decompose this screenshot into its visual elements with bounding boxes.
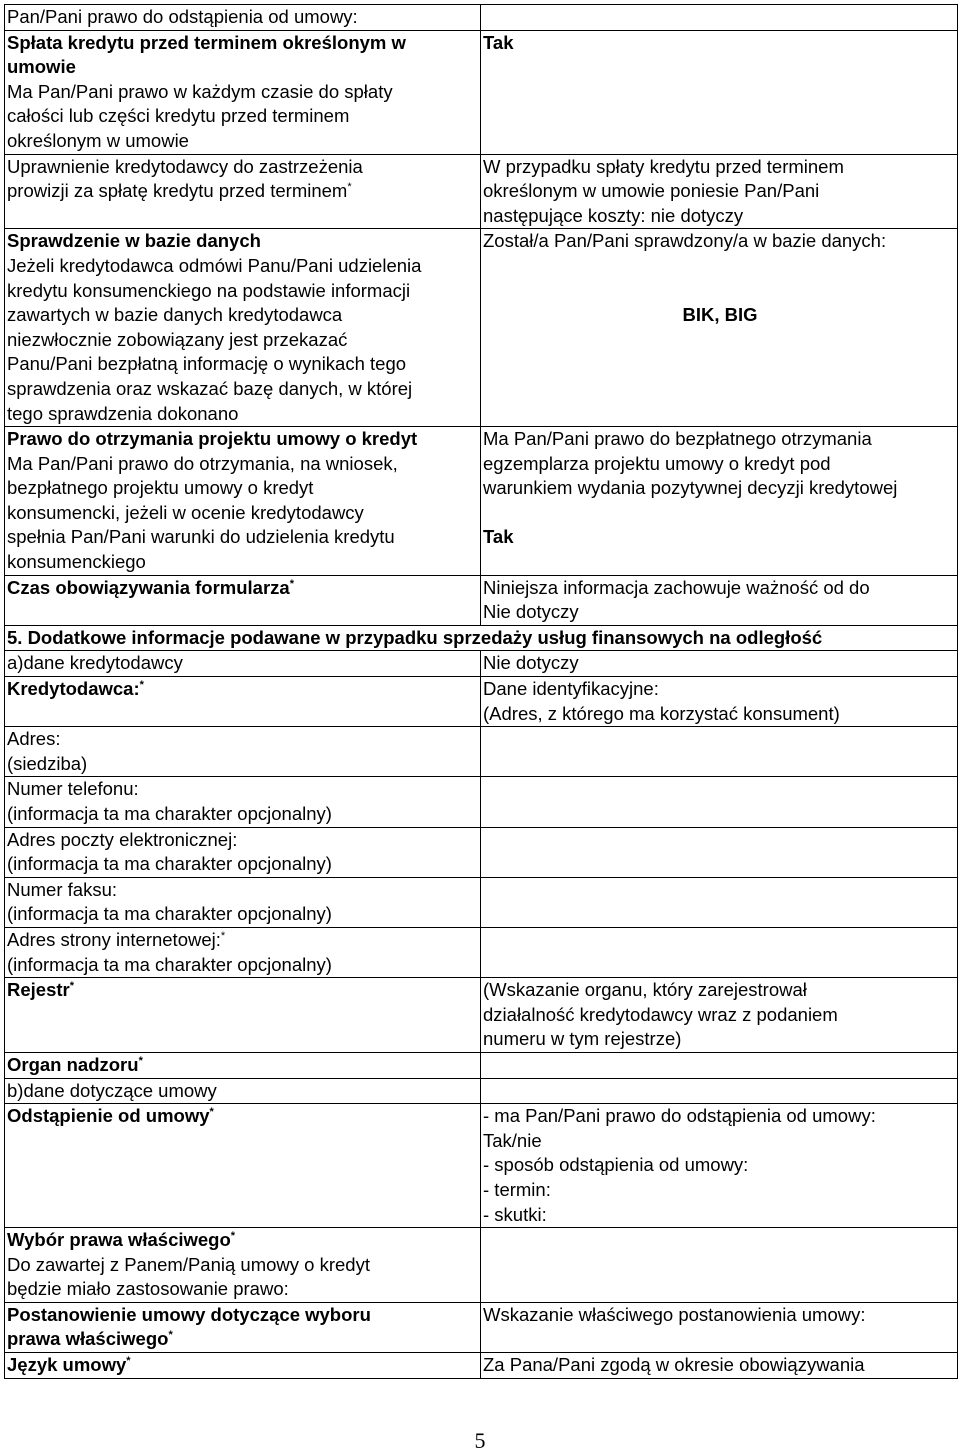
cell-left	[5, 1104, 481, 1228]
early-repayment-answer: Tak	[483, 31, 514, 53]
row-contract-language	[5, 1353, 958, 1379]
footnote-asterisk: *	[139, 678, 144, 691]
cell-right: (Wskazanie organu, który zarejestrował działalność kredytodawcy wraz z podaniem numeru w tym rejestrze)	[481, 978, 958, 1053]
footnote-asterisk: *	[126, 1354, 131, 1367]
draft-agreement-title: Prawo do otrzymania projektu umowy o kredyt	[7, 428, 418, 450]
cell-left: Numer telefonu: (informacja ta ma charakter opcjonalny)	[5, 777, 481, 827]
cell-left: a)dane kredytodawcy	[5, 651, 481, 677]
cell-right: - ma Pan/Pani prawo do odstąpienia od umowy: Tak/nie - sposób odstąpienia od umowy: - termin: - skutki:	[481, 1104, 958, 1228]
row-section-5-heading	[5, 625, 958, 651]
choice-of-law-title: Wybór prawa właściwego	[7, 1229, 231, 1251]
row-choice-of-law	[5, 1228, 958, 1303]
cell-left	[5, 677, 481, 727]
draft-agreement-answer: Tak	[483, 525, 514, 547]
row-supervisory-authority	[5, 1052, 958, 1078]
cell-right	[481, 30, 958, 154]
cell-right-empty	[481, 727, 958, 777]
supervisory-authority-title: Organ nadzoru	[7, 1053, 139, 1075]
cell-left: Postanowienie umowy dotyczące wyboru prawa właściwego*	[5, 1302, 481, 1352]
cell-left	[5, 1052, 481, 1078]
footnote-asterisk: *	[209, 1105, 214, 1118]
cell-left: Adres: (siedziba)	[5, 727, 481, 777]
cell-right-empty	[481, 1078, 958, 1104]
cell-left	[5, 978, 481, 1053]
database-check-title: Sprawdzenie w bazie danych	[7, 230, 261, 252]
cell-left: Wybór prawa właściwego* Do zawartej z Panem/Panią umowy o kredyt będzie miało zastosowanie prawo:	[5, 1228, 481, 1303]
cell-left: Sprawdzenie w bazie danych Jeżeli kredytodawca odmówi Panu/Pani udzielenia kredytu konsumenckiego na podstawie informacji zawartych w bazie danych kredytodawca niezwłocznie zobowiązany jest przekazać Panu/Pani bezpłatną informację o wynikach tego sprawdzenia oraz wskazać bazę danych, w której tego sprawdzenia dokonano	[5, 229, 481, 427]
row-withdrawal-right-header	[5, 5, 958, 31]
cell-right: W przypadku spłaty kredytu przed terminem określonym w umowie poniesie Pan/Pani następujące koszty: nie dotyczy	[481, 154, 958, 229]
cell-left: Pan/Pani prawo do odstąpienia od umowy:	[5, 5, 481, 31]
row-draft-agreement	[5, 427, 958, 576]
choice-of-law-clause-title: Postanowienie umowy dotyczące wyboru	[7, 1303, 371, 1325]
footnote-asterisk: *	[230, 1229, 236, 1242]
cell-right: Niniejsza informacja zachowuje ważność od do Nie dotyczy	[481, 575, 958, 625]
footnote-asterisk: *	[69, 980, 75, 992]
cell-right: Ma Pan/Pani prawo do bezpłatnego otrzymania egzemplarza projektu umowy o kredyt pod warunkiem wydania pozytywnej decyzji kredytowej Tak	[481, 427, 958, 576]
cell-right-empty	[481, 777, 958, 827]
cell-right: Za Pana/Pani zgodą w okresie obowiązywania	[481, 1353, 958, 1379]
cell-left: Uprawnienie kredytodawcy do zastrzeżenia prowizji za spłatę kredytu przed terminem*	[5, 154, 481, 229]
row-withdrawal	[5, 1104, 958, 1228]
row-fax	[5, 877, 958, 927]
cell-left: Adres strony internetowej:* (informacja ta ma charakter opcjonalny)	[5, 927, 481, 977]
cell-right-empty	[481, 827, 958, 877]
early-repayment-title: Spłata kredytu przed terminem określonym w	[7, 31, 406, 53]
row-agreement-data	[5, 1078, 958, 1104]
footnote-asterisk: *	[168, 1329, 173, 1342]
cell-right: Nie dotyczy	[481, 651, 958, 677]
row-phone	[5, 777, 958, 827]
page-number: 5	[474, 1428, 486, 1453]
section-5-heading: 5. Dodatkowe informacje podawane w przypadku sprzedaży usług finansowych na odległość	[5, 625, 958, 651]
row-form-validity	[5, 575, 958, 625]
row-address	[5, 727, 958, 777]
cell-left: Spłata kredytu przed terminem określonym w umowie Ma Pan/Pani prawo w każdym czasie do spłaty całości lub części kredytu przed terminem określonym w umowie	[5, 30, 481, 154]
row-email	[5, 827, 958, 877]
cell-left: Adres poczty elektronicznej: (informacja ta ma charakter opcjonalny)	[5, 827, 481, 877]
footnote-asterisk: *	[220, 929, 226, 942]
cell-right-empty	[481, 927, 958, 977]
cell-right-empty	[481, 5, 958, 31]
database-names: BIK, BIG	[682, 303, 758, 325]
cell-right: Wskazanie właściwego postanowienia umowy:	[481, 1302, 958, 1352]
cell-right: Został/a Pan/Pani sprawdzony/a w bazie danych: BIK, BIG	[481, 229, 958, 427]
cell-left: b)dane dotyczące umowy	[5, 1078, 481, 1104]
cell-left: Prawo do otrzymania projektu umowy o kredyt Ma Pan/Pani prawo do otrzymania, na wniosek, bezpłatnego projektu umowy o kredyt konsumencki, jeżeli w ocenie kredytodawcy spełnia Pan/Pani warunki do udzielenia kredytu konsumenckiego	[5, 427, 481, 576]
row-early-repayment	[5, 30, 958, 154]
cell-right: Dane identyfikacyjne: (Adres, z którego ma korzystać konsument)	[481, 677, 958, 727]
footnote-asterisk: *	[289, 577, 294, 590]
lender-title: Kredytodawca:	[7, 678, 140, 700]
credit-information-form-table	[4, 4, 958, 1379]
register-title: Rejestr	[7, 979, 70, 1001]
cell-left	[5, 575, 481, 625]
row-register	[5, 978, 958, 1053]
row-lender-data	[5, 651, 958, 677]
footnote-asterisk: *	[138, 1054, 143, 1067]
cell-right-empty	[481, 1228, 958, 1303]
cell-right-empty	[481, 1052, 958, 1078]
footnote-asterisk: *	[347, 181, 352, 193]
cell-right-empty	[481, 877, 958, 927]
form-validity-title: Czas obowiązywania formularza	[7, 576, 290, 598]
contract-language-title: Język umowy	[7, 1354, 127, 1376]
cell-left	[5, 1353, 481, 1379]
row-early-repayment-commission	[5, 154, 958, 229]
row-choice-of-law-clause	[5, 1302, 958, 1352]
withdrawal-title: Odstąpienie od umowy	[7, 1105, 210, 1127]
row-database-check	[5, 229, 958, 427]
row-lender	[5, 677, 958, 727]
cell-left: Numer faksu: (informacja ta ma charakter opcjonalny)	[5, 877, 481, 927]
row-website	[5, 927, 958, 977]
